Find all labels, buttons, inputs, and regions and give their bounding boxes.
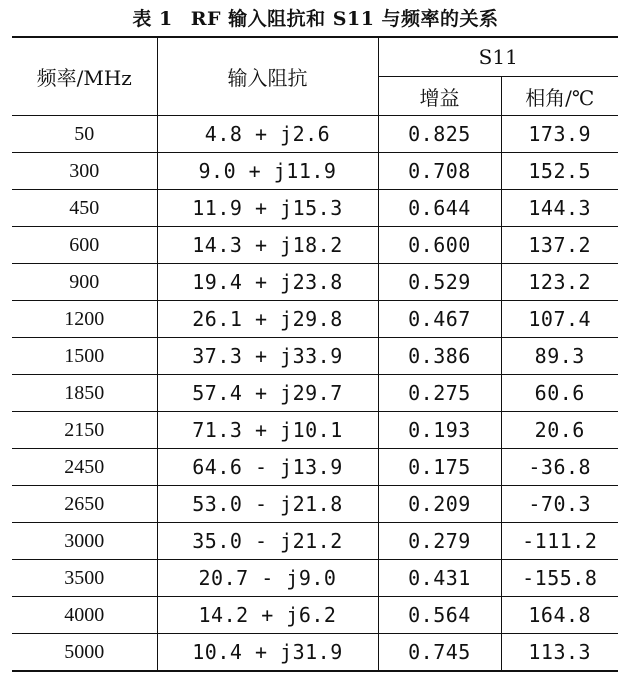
cell-frequency: 1850 [12, 375, 157, 412]
header-s11: S11 [378, 37, 618, 77]
table-row [12, 227, 618, 264]
table-row [12, 597, 618, 634]
cell-frequency: 600 [12, 227, 157, 264]
cell-impedance: 20.7 - j9.0 [157, 560, 378, 597]
cell-gain: 0.708 [378, 153, 501, 190]
cell-impedance: 14.2 + j6.2 [157, 597, 378, 634]
cell-impedance: 64.6 - j13.9 [157, 449, 378, 486]
cell-gain: 0.745 [378, 634, 501, 672]
cell-frequency: 3500 [12, 560, 157, 597]
cell-phase: 113.3 [501, 634, 618, 672]
table-number: 表 1 [132, 8, 173, 30]
cell-phase: 107.4 [501, 301, 618, 338]
table-row [12, 449, 618, 486]
table-row [12, 301, 618, 338]
cell-gain: 0.825 [378, 116, 501, 153]
table-row [12, 153, 618, 190]
table-row [12, 523, 618, 560]
cell-phase: 137.2 [501, 227, 618, 264]
table-header [12, 37, 618, 116]
cell-gain: 0.386 [378, 338, 501, 375]
cell-frequency: 1500 [12, 338, 157, 375]
cell-phase: -155.8 [501, 560, 618, 597]
header-impedance: 输入阻抗 [157, 37, 378, 116]
cell-impedance: 14.3 + j18.2 [157, 227, 378, 264]
header-gain: 增益 [378, 77, 501, 116]
cell-impedance: 10.4 + j31.9 [157, 634, 378, 672]
cell-frequency: 300 [12, 153, 157, 190]
cell-phase: 123.2 [501, 264, 618, 301]
cell-phase: 89.3 [501, 338, 618, 375]
cell-impedance: 35.0 - j21.2 [157, 523, 378, 560]
cell-frequency: 450 [12, 190, 157, 227]
cell-impedance: 26.1 + j29.8 [157, 301, 378, 338]
cell-frequency: 2450 [12, 449, 157, 486]
cell-phase: 173.9 [501, 116, 618, 153]
cell-phase: 144.3 [501, 190, 618, 227]
table-title: RF 输入阻抗和 S11 与频率的关系 [190, 8, 499, 30]
cell-frequency: 3000 [12, 523, 157, 560]
cell-phase: 60.6 [501, 375, 618, 412]
cell-gain: 0.175 [378, 449, 501, 486]
cell-frequency: 2150 [12, 412, 157, 449]
cell-impedance: 37.3 + j33.9 [157, 338, 378, 375]
table-row [12, 412, 618, 449]
table-row [12, 190, 618, 227]
cell-frequency: 2650 [12, 486, 157, 523]
cell-gain: 0.467 [378, 301, 501, 338]
cell-gain: 0.644 [378, 190, 501, 227]
header-row [12, 37, 618, 77]
table-row [12, 116, 618, 153]
cell-frequency: 4000 [12, 597, 157, 634]
cell-gain: 0.279 [378, 523, 501, 560]
cell-phase: -111.2 [501, 523, 618, 560]
table-row [12, 375, 618, 412]
cell-phase: 20.6 [501, 412, 618, 449]
cell-impedance: 19.4 + j23.8 [157, 264, 378, 301]
cell-phase: 164.8 [501, 597, 618, 634]
cell-frequency: 5000 [12, 634, 157, 672]
cell-gain: 0.431 [378, 560, 501, 597]
cell-gain: 0.600 [378, 227, 501, 264]
table-row [12, 338, 618, 375]
impedance-s11-table [12, 36, 618, 672]
table-row [12, 486, 618, 523]
cell-impedance: 9.0 + j11.9 [157, 153, 378, 190]
header-phase: 相角/℃ [501, 77, 618, 116]
cell-frequency: 900 [12, 264, 157, 301]
cell-phase: -70.3 [501, 486, 618, 523]
cell-frequency: 50 [12, 116, 157, 153]
cell-impedance: 11.9 + j15.3 [157, 190, 378, 227]
table-row [12, 634, 618, 672]
table-caption [0, 4, 631, 34]
cell-impedance: 4.8 + j2.6 [157, 116, 378, 153]
cell-impedance: 57.4 + j29.7 [157, 375, 378, 412]
header-frequency: 频率/MHz [12, 37, 157, 116]
cell-gain: 0.275 [378, 375, 501, 412]
cell-frequency: 1200 [12, 301, 157, 338]
table-body [12, 116, 618, 672]
cell-phase: -36.8 [501, 449, 618, 486]
cell-gain: 0.564 [378, 597, 501, 634]
cell-gain: 0.529 [378, 264, 501, 301]
cell-gain: 0.209 [378, 486, 501, 523]
table-row [12, 560, 618, 597]
cell-impedance: 53.0 - j21.8 [157, 486, 378, 523]
cell-gain: 0.193 [378, 412, 501, 449]
cell-impedance: 71.3 + j10.1 [157, 412, 378, 449]
table-row [12, 264, 618, 301]
cell-phase: 152.5 [501, 153, 618, 190]
